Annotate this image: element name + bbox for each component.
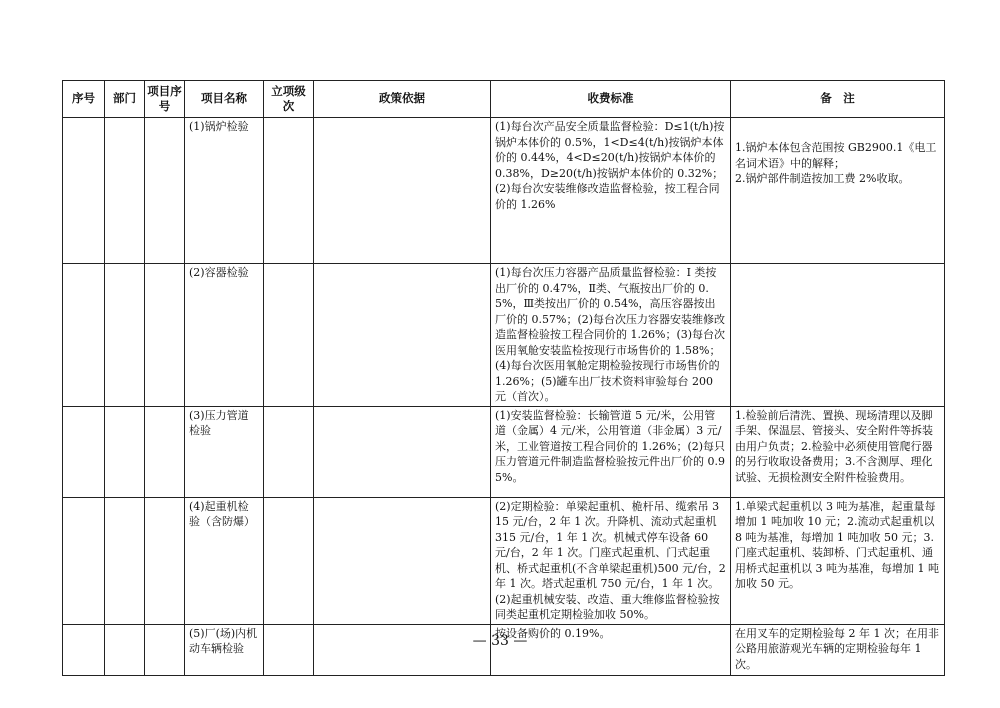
cell-dept (105, 624, 145, 675)
col-header-item-name: 项目名称 (185, 81, 264, 118)
cell-seq (63, 118, 105, 264)
cell-item-name: (4)起重机检验（含防爆） (185, 497, 264, 624)
cell-standard: 按设备购价的 0.19%。 (491, 624, 731, 675)
cell-seq (63, 624, 105, 675)
col-header-standard: 收费标准 (491, 81, 731, 118)
cell-item-seq (145, 118, 185, 264)
cell-seq (63, 406, 105, 497)
cell-seq (63, 264, 105, 407)
cell-dept (105, 406, 145, 497)
col-header-level: 立项级次 (264, 81, 314, 118)
table-row (63, 264, 945, 407)
cell-level (264, 406, 314, 497)
cell-remarks: 1.单梁式起重机以 3 吨为基准，起重量每增加 1 吨加收 10 元；2.流动式起重机以 8 吨为基准，每增加 1 吨加收 50 元；3.门座式起重机、装卸桥、门式起重机、通用桥式起重机以 3 吨为基准，每增加 1 吨加收 50 元。 (731, 497, 945, 624)
cell-item-name: (2)容器检验 (185, 264, 264, 407)
cell-policy (314, 406, 491, 497)
fee-standard-table (62, 80, 945, 676)
col-header-dept: 部门 (105, 81, 145, 118)
cell-item-name: (1)锅炉检验 (185, 118, 264, 264)
cell-remarks (731, 264, 945, 407)
cell-remarks: 在用叉车的定期检验每 2 年 1 次；在用非公路用旅游观光车辆的定期检验每年 1 次。 (731, 624, 945, 675)
col-header-remarks: 备 注 (731, 81, 945, 118)
cell-item-seq (145, 497, 185, 624)
cell-dept (105, 118, 145, 264)
table-row (63, 624, 945, 675)
header-row (63, 81, 945, 118)
cell-standard: (2)定期检验：单梁起重机、桅杆吊、缆索吊 315 元/台，2 年 1 次。升降机、流动式起重机 315 元/台，1 年 1 次。机械式停车设备 60 元/台，2 年 1 次。门座式起重机、门式起重机、桥式起重机(不含单梁起重机)500 元/台，2 年 1 次。塔式起重机 750 元/台，1 年 1 次。(2)起重机械安装、改造、重大维修监督检验按同类起重机定期检验加收 50%。 (491, 497, 731, 624)
cell-item-seq (145, 624, 185, 675)
cell-standard: (1)每台次产品安全质量监督检验：D≤1(t/h)按锅炉本体价的 0.5%，1<D≤4(t/h)按锅炉本体价的 0.44%，4<D≤20(t/h)按锅炉本体价的 0.38%，D≥20(t/h)按锅炉本体价的 0.32%；(2)每台次安装维修改造监督检验，按工程合同价的 1.26% (491, 118, 731, 264)
cell-seq (63, 497, 105, 624)
cell-level (264, 264, 314, 407)
cell-policy (314, 264, 491, 407)
cell-dept (105, 264, 145, 407)
table-row (63, 118, 945, 264)
cell-policy (314, 118, 491, 264)
cell-remarks: 1.检验前后清洗、置换、现场清理以及脚手架、保温层、管接头、安全附件等拆装由用户负责；2.检验中必须使用管爬行器的另行收取设备费用；3.不含测厚、理化试验、无损检测安全附件检验费用。 (731, 406, 945, 497)
cell-policy (314, 497, 491, 624)
cell-item-seq (145, 406, 185, 497)
table-row (63, 406, 945, 497)
cell-standard: (1)每台次压力容器产品质量监督检验：I 类按出厂价的 0.47%，Ⅱ类、气瓶按出厂价的 0.5%，Ⅲ类按出厂价的 0.54%，高压容器按出厂价的 0.57%；(2)每台次压力容器安装维修改造监督检验按工程合同价的 1.26%；(3)每台次医用氧舱安装监检按现行市场售价的 1.58%；(4)每台次医用氧舱定期检验按现行市场售价的 1.26%；(5)罐车出厂技术资料审验每台 200 元（首次）。 (491, 264, 731, 407)
page-number: — 33 — (472, 633, 528, 649)
cell-item-name: (3)压力管道检验 (185, 406, 264, 497)
cell-policy (314, 624, 491, 675)
col-header-seq: 序号 (63, 81, 105, 118)
cell-level (264, 497, 314, 624)
cell-dept (105, 497, 145, 624)
cell-level (264, 624, 314, 675)
cell-item-seq (145, 264, 185, 407)
cell-level (264, 118, 314, 264)
col-header-item-seq: 项目序号 (145, 81, 185, 118)
cell-remarks: 1.锅炉本体包含范围按 GB2900.1《电工名词术语》中的解释； 2.锅炉部件制造按加工费 2%收取。 (731, 118, 945, 264)
col-header-policy: 政策依据 (314, 81, 491, 118)
cell-item-name: (5)厂(场)内机动车辆检验 (185, 624, 264, 675)
cell-standard: (1)安装监督检验：长输管道 5 元/米，公用管道（金属）4 元/米，公用管道（非金属）3 元/米，工业管道按工程合同价的 1.26%；(2)每只压力管道元件制造监督检验按元件出厂价的 0.95%。 (491, 406, 731, 497)
table-row (63, 497, 945, 624)
